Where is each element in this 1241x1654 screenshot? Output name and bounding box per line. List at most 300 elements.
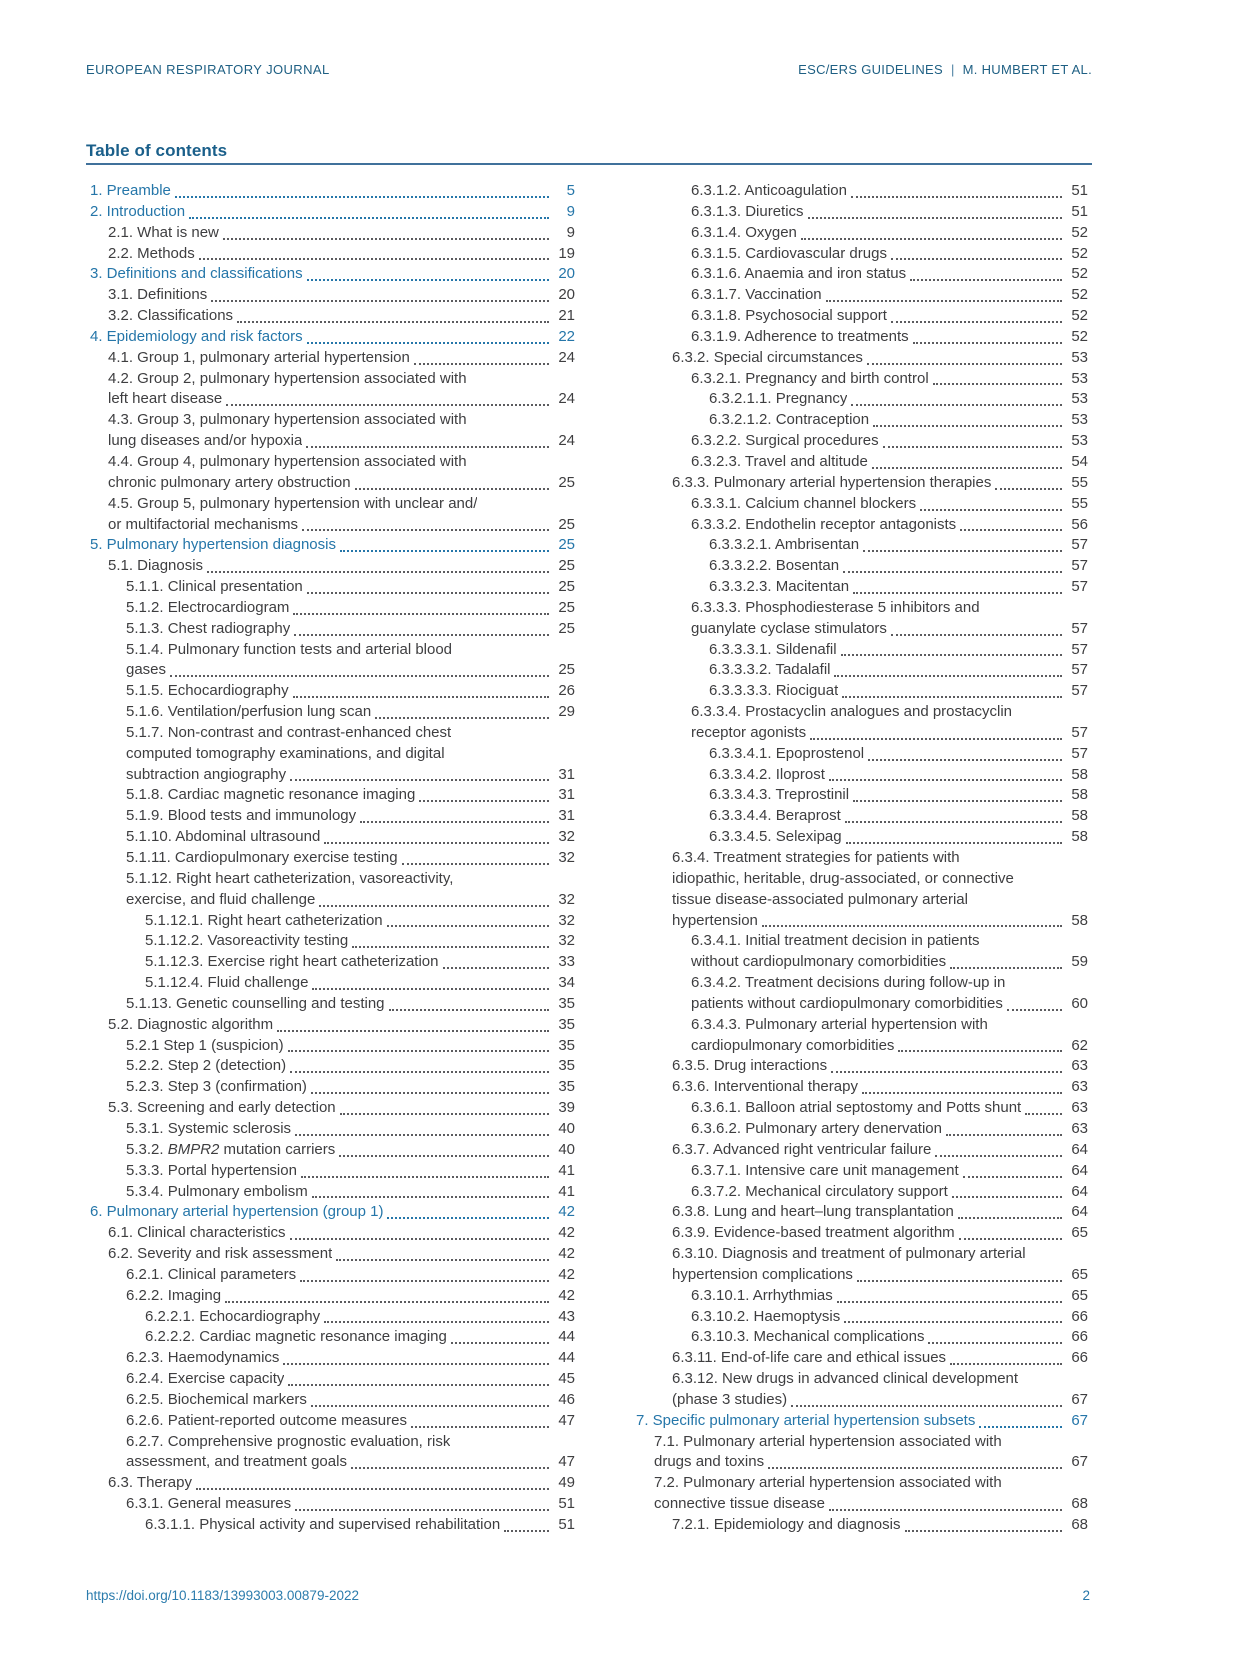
toc-entry[interactable] <box>90 348 575 369</box>
dot-leader <box>883 446 1062 448</box>
toc-page-number: 52 <box>1071 307 1088 325</box>
toc-entry-text: 5.1.12. Right heart catheterization, vasoreactivity, <box>126 869 454 887</box>
toc-page-number: 55 <box>1071 494 1088 512</box>
toc-entry[interactable] <box>636 660 1088 681</box>
toc-entry[interactable] <box>90 1411 575 1432</box>
toc-entry[interactable] <box>90 410 575 431</box>
dot-leader <box>451 1342 549 1344</box>
toc-entry[interactable] <box>90 181 575 202</box>
toc-entry[interactable] <box>90 1348 575 1369</box>
toc-entry[interactable] <box>636 223 1088 244</box>
dot-leader <box>910 279 1062 281</box>
toc-entry[interactable] <box>90 285 575 306</box>
toc-entry[interactable] <box>636 785 1088 806</box>
toc-entry-text: 5.1. Diagnosis <box>108 557 204 575</box>
toc-entry[interactable] <box>636 827 1088 848</box>
toc-entry-text: 5.1.7. Non-contrast and contrast-enhanced chest <box>126 723 452 741</box>
doi-link[interactable]: https://doi.org/10.1183/13993003.00879-2022 <box>86 1588 359 1603</box>
toc-entry-text: 6.3.5. Drug interactions <box>672 1057 828 1075</box>
toc-entry[interactable] <box>90 306 575 327</box>
toc-entry[interactable] <box>636 1202 1088 1223</box>
title-rule <box>86 163 1092 165</box>
toc-entry-text: 6.3. Therapy <box>108 1474 192 1492</box>
toc-entry[interactable] <box>90 223 575 244</box>
toc-entry[interactable] <box>90 1307 575 1328</box>
toc-entry-text: 6.3.3.3.3. Riociguat <box>709 682 839 700</box>
dot-leader <box>863 550 1062 552</box>
toc-entry[interactable] <box>90 494 575 515</box>
toc-entry[interactable] <box>636 640 1088 661</box>
toc-entry[interactable] <box>636 681 1088 702</box>
toc-entry[interactable] <box>636 1286 1088 1307</box>
toc-entry[interactable] <box>636 598 1088 619</box>
dot-leader <box>300 1280 549 1282</box>
dot-leader <box>389 1009 549 1011</box>
toc-entry[interactable] <box>636 473 1088 494</box>
toc-entry-text: 6.3.1.4. Oxygen <box>691 223 797 241</box>
toc-page-number: 68 <box>1071 1516 1088 1533</box>
dot-leader <box>306 446 549 448</box>
toc-entry[interactable] <box>636 702 1088 723</box>
toc-page-number: 64 <box>1071 1140 1088 1158</box>
toc-entry[interactable] <box>636 348 1088 369</box>
dot-leader <box>867 363 1062 365</box>
dot-leader <box>963 1176 1062 1178</box>
toc-page-number: 35 <box>558 1015 575 1033</box>
toc-page-number: 67 <box>1071 1411 1088 1429</box>
toc-entry[interactable] <box>90 369 575 390</box>
toc-entry[interactable] <box>636 327 1088 348</box>
toc-entry[interactable] <box>90 848 575 869</box>
toc-entry[interactable] <box>90 327 575 348</box>
toc-page-number: 58 <box>1071 807 1088 825</box>
toc-page-number: 53 <box>1071 390 1088 408</box>
toc-page-number: 51 <box>1071 182 1088 199</box>
toc-entry[interactable] <box>90 785 575 806</box>
dot-leader <box>340 550 549 552</box>
toc-entry-text: 6.3.2.3. Travel and altitude <box>691 452 868 470</box>
toc-entry[interactable] <box>90 702 575 723</box>
toc-entry[interactable] <box>636 931 1088 952</box>
dot-leader <box>959 1238 1062 1240</box>
toc-entry[interactable] <box>90 1432 575 1453</box>
toc-page-number: 64 <box>1071 1203 1088 1221</box>
toc-entry-text: 5. Pulmonary hypertension diagnosis <box>90 536 336 554</box>
dot-leader <box>189 217 549 219</box>
dot-leader <box>913 342 1062 344</box>
toc-entry[interactable] <box>636 1494 1088 1515</box>
toc-entry[interactable] <box>90 827 575 848</box>
dot-leader <box>837 1301 1062 1303</box>
toc-entry[interactable] <box>636 848 1088 869</box>
toc-entry[interactable] <box>90 1015 575 1036</box>
dot-leader <box>995 488 1062 490</box>
toc-entry[interactable] <box>636 1473 1088 1494</box>
toc-entry[interactable] <box>90 660 575 681</box>
toc-entry-text: 6.3.2.1. Pregnancy and birth control <box>691 369 929 387</box>
toc-entry-text: 6.3.3.4. Prostacyclin analogues and prostacyclin <box>691 703 1013 721</box>
toc-entry[interactable] <box>90 806 575 827</box>
toc-entry[interactable] <box>636 973 1088 994</box>
toc-entry[interactable] <box>90 598 575 619</box>
toc-entry[interactable] <box>636 515 1088 536</box>
toc-page-number: 57 <box>1071 723 1088 741</box>
toc-page-number: 35 <box>558 1057 575 1075</box>
toc-entry[interactable] <box>636 1036 1088 1057</box>
toc-entry[interactable] <box>90 765 575 786</box>
toc-entry[interactable] <box>90 202 575 223</box>
toc-entry[interactable] <box>90 264 575 285</box>
toc-entry[interactable] <box>636 244 1088 265</box>
toc-entry[interactable] <box>636 1265 1088 1286</box>
toc-entry[interactable] <box>636 1182 1088 1203</box>
toc-entry[interactable] <box>636 1307 1088 1328</box>
toc-entry[interactable] <box>636 890 1088 911</box>
toc-entry-text: 6.3.7.2. Mechanical circulatory support <box>691 1182 948 1200</box>
toc-entry[interactable] <box>90 515 575 536</box>
toc-entry[interactable] <box>90 1515 575 1536</box>
toc-entry[interactable] <box>90 1494 575 1515</box>
toc-page-number: 53 <box>1071 432 1088 450</box>
toc-entry[interactable] <box>90 1265 575 1286</box>
toc-entry[interactable] <box>90 640 575 661</box>
toc-entry-text: 6.3.3.1. Calcium channel blockers <box>691 494 917 512</box>
toc-page-number: 41 <box>558 1161 575 1179</box>
guidelines-label: ESC/ERS GUIDELINES <box>798 62 943 77</box>
toc-page-number: 53 <box>1071 369 1088 387</box>
dot-leader <box>891 321 1062 323</box>
toc-entry[interactable] <box>90 1286 575 1307</box>
toc-entry[interactable] <box>636 556 1088 577</box>
toc-entry-text: 7.1. Pulmonary arterial hypertension associated with <box>654 1432 1002 1450</box>
toc-entry[interactable] <box>90 952 575 973</box>
toc-entry[interactable] <box>90 1473 575 1494</box>
toc-entry[interactable] <box>636 264 1088 285</box>
dot-leader <box>319 905 549 907</box>
toc-entry-text: receptor agonists <box>691 723 807 741</box>
toc-entry-text: computed tomography examinations, and digital <box>126 744 445 762</box>
toc-entry[interactable] <box>636 181 1088 202</box>
toc-page-number: 53 <box>1071 411 1088 429</box>
dot-leader <box>225 1301 549 1303</box>
dot-leader <box>283 1363 549 1365</box>
toc-entry-text: 5.2.1 Step 1 (suspicion) <box>126 1036 284 1054</box>
toc-entry-text: 2.2. Methods <box>108 244 195 262</box>
toc-entry-text: 4.1. Group 1, pulmonary arterial hypertension <box>108 348 410 366</box>
toc-entry[interactable] <box>90 1140 575 1161</box>
toc-entry[interactable] <box>636 1452 1088 1473</box>
toc-entry[interactable] <box>90 1182 575 1203</box>
toc-page-number: 35 <box>558 1036 575 1054</box>
dot-leader <box>360 821 549 823</box>
header-right <box>798 62 1092 77</box>
toc-entry[interactable] <box>636 1077 1088 1098</box>
dot-leader <box>295 1134 549 1136</box>
toc-entry-text: 6.3.3.3.1. Sildenafil <box>709 640 837 658</box>
toc-page-number: 51 <box>558 1516 575 1533</box>
dot-leader <box>834 675 1062 677</box>
dot-leader <box>845 821 1062 823</box>
toc-entry-text: 5.1.12.2. Vasoreactivity testing <box>145 932 349 950</box>
toc-page-number: 24 <box>558 432 575 450</box>
dot-leader <box>324 842 549 844</box>
toc-entry[interactable] <box>636 952 1088 973</box>
dot-leader <box>226 404 549 406</box>
toc-entry[interactable] <box>90 911 575 932</box>
toc-entry[interactable] <box>90 577 575 598</box>
toc-entry[interactable] <box>90 619 575 640</box>
toc-entry[interactable] <box>636 869 1088 890</box>
dot-leader <box>868 759 1062 761</box>
toc-entry-text: patients without cardiopulmonary comorbidities <box>691 994 1003 1012</box>
toc-page-number: 42 <box>558 1286 575 1304</box>
dot-leader <box>199 258 549 260</box>
toc-entry[interactable] <box>90 1161 575 1182</box>
toc-page-number: 32 <box>558 890 575 908</box>
toc-entry-text: 6.2.4. Exercise capacity <box>126 1370 285 1388</box>
toc-entry[interactable] <box>90 1077 575 1098</box>
dot-leader <box>841 654 1062 656</box>
toc-entry-text: 6.3.1.2. Anticoagulation <box>691 182 847 199</box>
dot-leader <box>211 300 549 302</box>
toc-entry[interactable] <box>90 1036 575 1057</box>
toc-page-number: 40 <box>558 1140 575 1158</box>
toc-entry[interactable] <box>636 1098 1088 1119</box>
toc-entry[interactable] <box>90 1369 575 1390</box>
dot-leader <box>808 217 1062 219</box>
toc-entry[interactable] <box>636 1244 1088 1265</box>
toc-page-number: 32 <box>558 849 575 866</box>
toc-entry-text: 6.3.2.2. Surgical procedures <box>691 432 879 450</box>
toc-entry[interactable] <box>90 1223 575 1244</box>
toc-entry-text: 6.3.10.1. Arrhythmias <box>691 1286 833 1304</box>
toc-entry[interactable] <box>90 1119 575 1140</box>
toc-entry-text: 6.3.4.1. Initial treatment decision in patients <box>691 932 980 950</box>
toc-page-number: 64 <box>1071 1161 1088 1179</box>
toc-page-number: 67 <box>1071 1390 1088 1408</box>
toc-entry[interactable] <box>90 931 575 952</box>
toc-entry[interactable] <box>636 765 1088 786</box>
toc-page-number: 47 <box>558 1453 575 1471</box>
dot-leader <box>952 1196 1062 1198</box>
dot-leader <box>170 675 549 677</box>
toc-page-number: 31 <box>558 807 575 825</box>
gene-name-italic: BMPR2 <box>167 1140 220 1158</box>
toc-page-number: 57 <box>1071 640 1088 658</box>
toc-entry[interactable] <box>90 994 575 1015</box>
toc-entry[interactable] <box>90 1244 575 1265</box>
toc-entry-text: 6.2.2. Imaging <box>126 1286 222 1304</box>
dot-leader <box>891 258 1062 260</box>
toc-entry-text: 3. Definitions and classifications <box>90 265 303 283</box>
toc-entry[interactable] <box>90 744 575 765</box>
toc-page-number: 25 <box>558 536 575 554</box>
toc-entry[interactable] <box>636 911 1088 932</box>
dot-leader <box>843 571 1062 573</box>
dot-leader <box>851 196 1062 198</box>
toc-entry-text: 6.3.11. End-of-life care and ethical issues <box>672 1349 947 1367</box>
toc-entry[interactable] <box>636 452 1088 473</box>
toc-entry-text: 4.5. Group 5, pulmonary hypertension with unclear and/ <box>108 494 478 512</box>
dot-leader <box>355 488 549 490</box>
toc-entry[interactable] <box>636 1056 1088 1077</box>
toc-entry[interactable] <box>90 1452 575 1473</box>
toc-page-number: 22 <box>558 327 575 345</box>
toc-entry[interactable] <box>636 202 1088 223</box>
toc-entry[interactable] <box>90 1390 575 1411</box>
toc-entry-text: 5.2.3. Step 3 (confirmation) <box>126 1078 307 1096</box>
dot-leader <box>844 1321 1062 1323</box>
toc-entry[interactable] <box>90 1098 575 1119</box>
dot-leader <box>290 779 549 781</box>
toc-entry[interactable] <box>90 389 575 410</box>
toc-entry-text: 6.3.3.2.3. Macitentan <box>709 578 850 596</box>
toc-entry-text: 6.3.1.8. Psychosocial support <box>691 307 887 325</box>
toc-entry[interactable] <box>90 869 575 890</box>
toc-entry[interactable] <box>90 723 575 744</box>
toc-entry[interactable] <box>636 306 1088 327</box>
toc-page-number: 63 <box>1071 1078 1088 1096</box>
toc-entry-text: 6.3.4.2. Treatment decisions during follow-up in <box>691 974 1006 992</box>
toc-entry-text: 5.1.4. Pulmonary function tests and arterial blood <box>126 640 453 658</box>
toc-entry-text: 5.1.12.4. Fluid challenge <box>145 974 309 992</box>
dot-leader <box>411 1426 549 1428</box>
dot-leader <box>175 196 549 198</box>
toc-entry[interactable] <box>90 1202 575 1223</box>
toc-entry[interactable] <box>636 1348 1088 1369</box>
toc-entry[interactable] <box>90 431 575 452</box>
dot-leader <box>340 1113 549 1115</box>
toc-page-number: 65 <box>1071 1265 1088 1283</box>
toc-entry[interactable] <box>636 1515 1088 1536</box>
toc-entry[interactable] <box>636 1223 1088 1244</box>
toc-entry[interactable] <box>636 994 1088 1015</box>
toc-entry[interactable] <box>90 244 575 265</box>
dot-leader <box>312 988 549 990</box>
toc-entry-text: 6.3.3.2.1. Ambrisentan <box>709 536 860 554</box>
dot-leader <box>933 383 1062 385</box>
toc-entry[interactable] <box>636 389 1088 410</box>
toc-column-right <box>636 181 1088 1536</box>
toc-entry-text: 6.3.1.1. Physical activity and supervised rehabilitation <box>145 1516 501 1533</box>
toc-entry[interactable] <box>636 431 1088 452</box>
toc-page-number: 45 <box>558 1370 575 1388</box>
dot-leader <box>293 696 549 698</box>
toc-entry[interactable] <box>90 473 575 494</box>
dot-leader <box>872 467 1062 469</box>
dot-leader <box>851 404 1062 406</box>
dot-leader <box>846 842 1062 844</box>
toc-entry[interactable] <box>90 452 575 473</box>
toc-page-number: 24 <box>558 348 575 366</box>
toc-entry[interactable] <box>636 285 1088 306</box>
dot-leader <box>207 571 549 573</box>
toc-entry-text: 6.3.1.9. Adherence to treatments <box>691 327 909 345</box>
toc-page-number: 68 <box>1071 1495 1088 1513</box>
toc-page-number: 52 <box>1071 286 1088 304</box>
toc-page-number: 34 <box>558 974 575 992</box>
toc-entry[interactable] <box>636 1390 1088 1411</box>
toc-entry-text: 5.1.9. Blood tests and immunology <box>126 807 357 825</box>
toc-entry[interactable] <box>636 577 1088 598</box>
toc-page-number: 65 <box>1071 1286 1088 1304</box>
toc-entry[interactable] <box>636 1411 1088 1432</box>
toc-entry[interactable] <box>636 410 1088 431</box>
toc-page-number: 55 <box>1071 473 1088 491</box>
toc-entry-text: 6.2.5. Biochemical markers <box>126 1390 307 1408</box>
toc-entry-text: 5.1.12.1. Right heart catheterization <box>145 911 383 929</box>
toc-page-number: 21 <box>558 307 575 325</box>
toc-entry[interactable] <box>636 619 1088 640</box>
toc-entry-text: 6.2.2.1. Echocardiography <box>145 1307 321 1325</box>
dot-leader <box>768 1467 1062 1469</box>
toc-page-number: 33 <box>558 953 575 971</box>
toc-entry[interactable] <box>636 806 1088 827</box>
toc-entry[interactable] <box>636 369 1088 390</box>
toc-page-number: 25 <box>558 557 575 575</box>
toc-entry[interactable] <box>636 1161 1088 1182</box>
toc-entry-text: 5.3.2. BMPR2 mutation carriers <box>126 1140 336 1158</box>
toc-entry-text: 6.3.1. General measures <box>126 1495 292 1513</box>
toc-page-number: 41 <box>558 1182 575 1200</box>
page-title: Table of contents <box>86 141 228 160</box>
toc-entry[interactable] <box>636 723 1088 744</box>
toc-entry[interactable] <box>90 535 575 556</box>
toc-entry[interactable] <box>90 1056 575 1077</box>
dot-leader <box>277 1030 549 1032</box>
toc-page-number: 20 <box>558 265 575 283</box>
toc-entry-text: 6.3.9. Evidence-based treatment algorithm <box>672 1224 955 1242</box>
dot-leader <box>1025 1113 1062 1115</box>
toc-entry[interactable] <box>636 494 1088 515</box>
toc-page-number: 25 <box>558 598 575 616</box>
toc-entry[interactable] <box>636 1015 1088 1036</box>
toc-page-number: 25 <box>558 473 575 491</box>
toc-entry[interactable] <box>636 744 1088 765</box>
toc-entry-text: 2. Introduction <box>90 202 186 220</box>
toc-entry[interactable] <box>636 1140 1088 1161</box>
toc-entry[interactable] <box>636 1369 1088 1390</box>
toc-entry-text: chronic pulmonary artery obstruction <box>108 473 351 491</box>
toc-entry[interactable] <box>90 973 575 994</box>
toc-page-number: 35 <box>558 994 575 1012</box>
toc-entry-text: 5.3.1. Systemic sclerosis <box>126 1119 292 1137</box>
toc-entry[interactable] <box>636 1432 1088 1453</box>
toc-entry-text: 6.2.3. Haemodynamics <box>126 1349 280 1367</box>
toc-entry[interactable] <box>636 1119 1088 1140</box>
toc-entry[interactable] <box>90 1327 575 1348</box>
toc-entry[interactable] <box>90 681 575 702</box>
toc-page-number: 52 <box>1071 327 1088 345</box>
header-separator: | <box>950 62 955 77</box>
toc-page-number: 32 <box>558 911 575 929</box>
toc-entry-text: 6.3.1.3. Diuretics <box>691 202 804 220</box>
toc-page-number: 31 <box>558 765 575 783</box>
toc-entry[interactable] <box>90 556 575 577</box>
toc-entry-text: 6.2.6. Patient-reported outcome measures <box>126 1411 407 1429</box>
toc-entry[interactable] <box>636 1327 1088 1348</box>
toc-entry-text: 6.2.7. Comprehensive prognostic evaluation, risk <box>126 1432 451 1450</box>
dot-leader <box>946 1134 1062 1136</box>
dot-leader <box>873 425 1062 427</box>
toc-page-number: 58 <box>1071 911 1088 929</box>
toc-entry[interactable] <box>636 535 1088 556</box>
toc-entry[interactable] <box>90 890 575 911</box>
toc-page-number: 32 <box>558 828 575 846</box>
dot-leader <box>307 279 549 281</box>
toc-entry-text: 6.3.3.2. Endothelin receptor antagonists <box>691 515 957 533</box>
toc-page-number: 47 <box>558 1411 575 1429</box>
